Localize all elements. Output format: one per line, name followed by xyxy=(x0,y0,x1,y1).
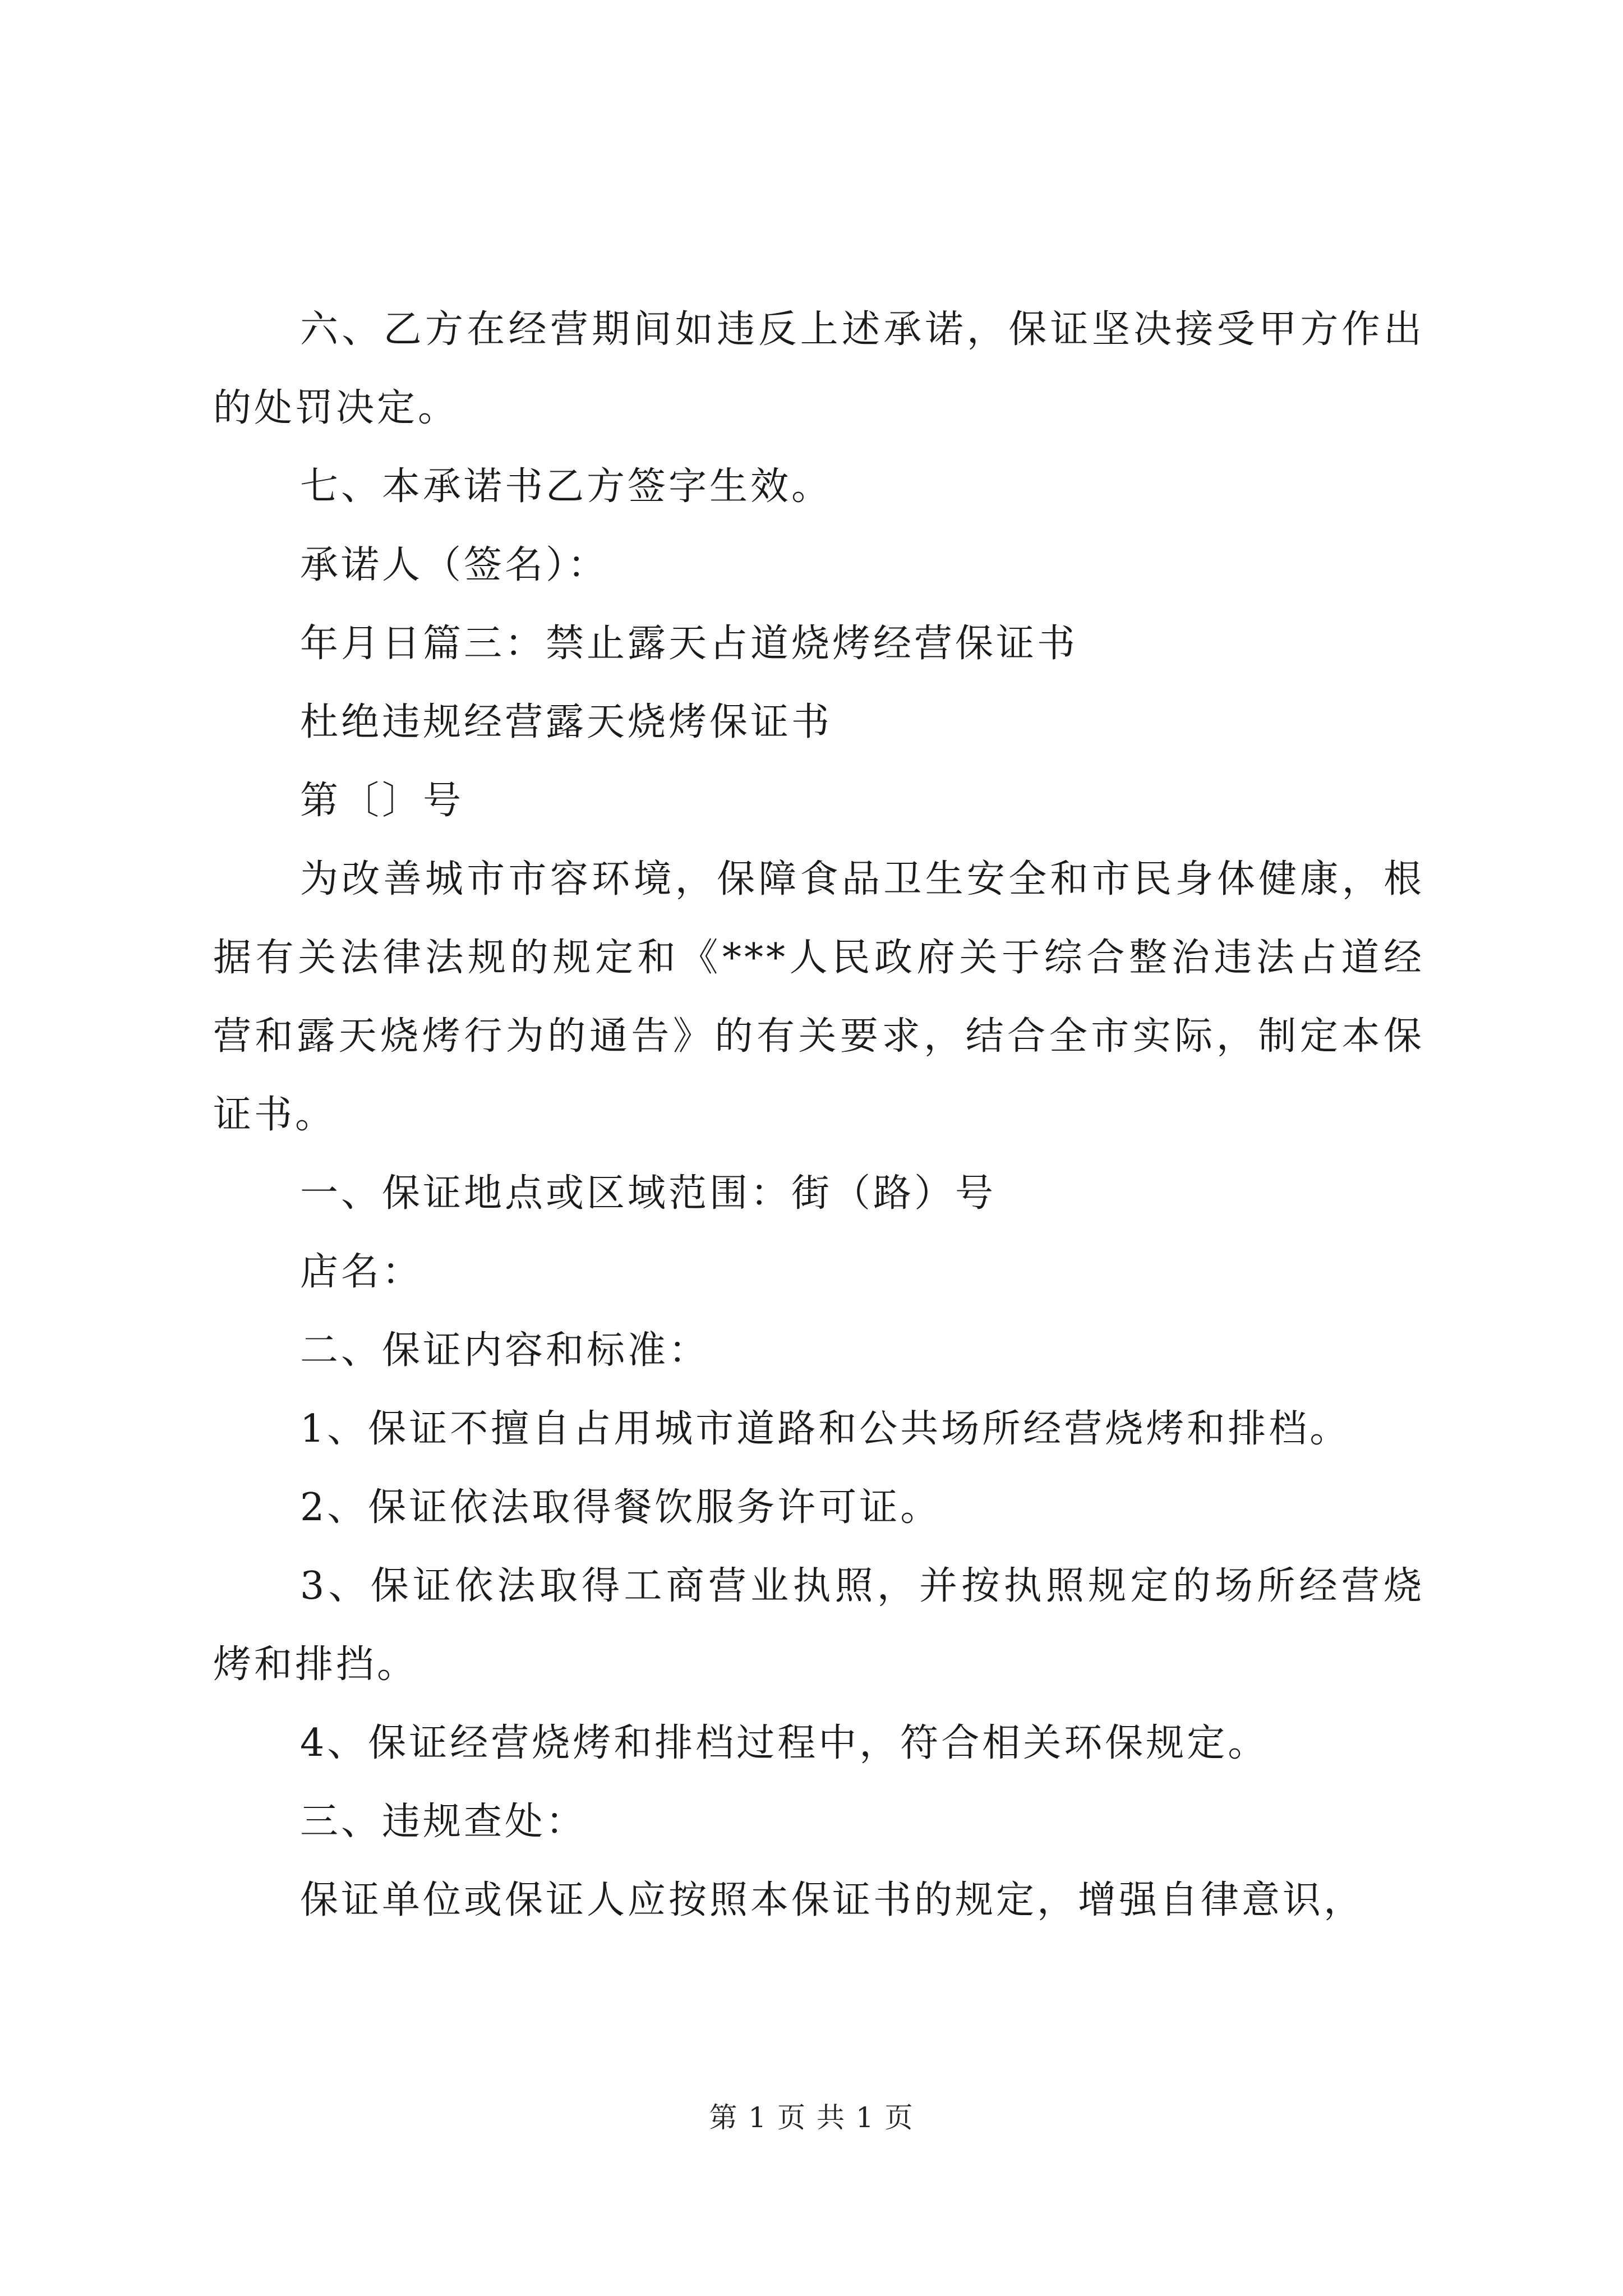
page-footer: 第 1 页 共 1 页 xyxy=(709,2101,914,2134)
document-title: 杜绝违规经营露天烧烤保证书 xyxy=(300,700,833,744)
date-and-section-heading: 年月日篇三：禁止露天占道烧烤经营保证书 xyxy=(300,622,1078,666)
document-body xyxy=(213,291,1424,1940)
guarantee-item-4: 4、保证经营烧烤和排档过程中，符合相关环保规定。 xyxy=(300,1721,1269,1765)
section-3-heading: 三、违规查处： xyxy=(300,1800,587,1844)
signature-line: 承诺人（签名）： xyxy=(300,543,609,587)
guarantee-item-2: 2、保证依法取得餐饮服务许可证。 xyxy=(300,1485,942,1530)
document-number: 第〔〕号 xyxy=(300,779,464,823)
paragraph-item-7: 七、本承诺书乙方签字生效。 xyxy=(300,464,833,509)
guarantee-item-3: 3、保证依法取得工商营业执照，并按执照规定的场所经营烧烤和排挡。 xyxy=(213,1564,1424,1687)
violation-paragraph: 保证单位或保证人应按照本保证书的规定，增强自律意识， xyxy=(300,1878,1365,1922)
shop-name-line: 店名： xyxy=(300,1250,423,1294)
section-1-location: 一、保证地点或区域范围：街（路）号 xyxy=(300,1171,997,1216)
guarantee-item-1: 1、保证不擅自占用城市道路和公共场所经营烧烤和排档。 xyxy=(300,1407,1351,1451)
section-2-heading: 二、保证内容和标准： xyxy=(300,1328,710,1373)
preamble-paragraph: 为改善城市市容环境，保障食品卫生安全和市民身体健康，根据有关法律法规的规定和《***人民政府关于综合整治违法占道经营和露天烧烤行为的通告》的有关要求，结合全市实际，制定本保证书。 xyxy=(213,857,1424,1137)
paragraph-item-6: 六、乙方在经营期间如违反上述承诺，保证坚决接受甲方作出的处罚决定。 xyxy=(213,307,1424,430)
